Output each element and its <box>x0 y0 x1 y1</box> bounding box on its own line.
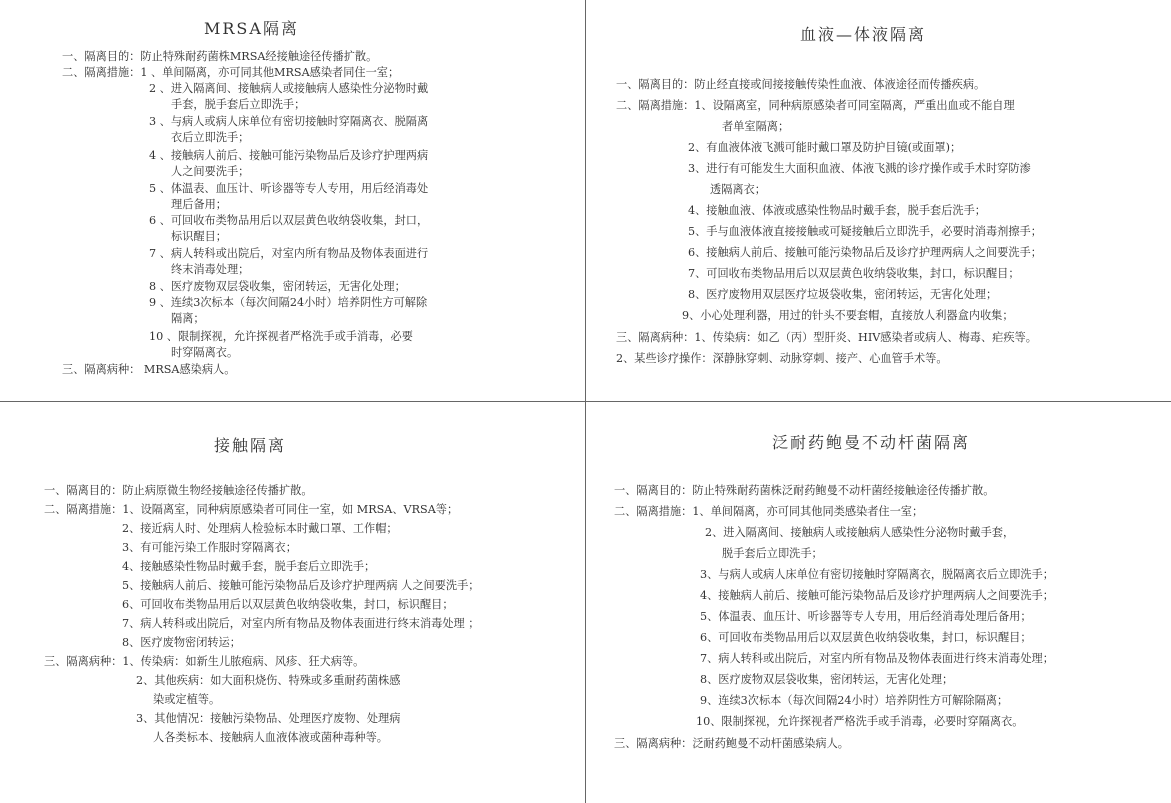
mrsa-line: 9 、连续3次标本（每次间隔24小时）培养阴性方可解除 <box>149 296 428 309</box>
mrsa-line: 时穿隔离衣。 <box>171 346 239 359</box>
baumannii-line: 4、接触病人前后、接触可能污染物品后及诊疗护理两病人之间要洗手； <box>700 589 1054 602</box>
baumannii-line: 6、可回收布类物品用后以双层黄色收纳袋收集，封口，标识醒目； <box>700 631 1032 644</box>
baumannii-line: 三、隔离病种：泛耐药鲍曼不动杆菌感染病人。 <box>614 737 849 750</box>
contact-line: 2、接近病人时、处理病人检验标本时戴口罩、工作帽； <box>122 522 398 535</box>
blood-title: 血液—体液隔离 <box>800 25 927 44</box>
mrsa-line: 人之间要洗手； <box>171 165 250 178</box>
blood-line: 6、接触病人前后、接触可能污染物品后及诊疗护理两病人之间要洗手； <box>688 246 1042 259</box>
blood-line: 5、手与血液体液直接接触或可疑接触后立即洗手，必要时消毒剂擦手； <box>688 225 1042 238</box>
mrsa-line: 3 、与病人或病人床单位有密切接触时穿隔离衣、脱隔离 <box>149 115 429 128</box>
mrsa-line: 衣后立即洗手； <box>171 131 250 144</box>
mrsa-line: 2 、进入隔离间、接触病人或接触病人感染性分泌物时戴 <box>149 82 429 95</box>
mrsa-line: 三、隔离病种： MRSA感染病人。 <box>62 363 236 376</box>
mrsa-line: 7 、病人转科或出院后，对室内所有物品及物体表面进行 <box>149 247 429 260</box>
baumannii-line: 8、医疗废物双层袋收集，密闭转运，无害化处理； <box>700 673 954 686</box>
baumannii-line: 一、隔离目的：防止特殊耐药菌株泛耐药鲍曼不动杆菌经接触途径传播扩散。 <box>614 484 995 497</box>
mrsa-line: 标识醒目； <box>171 230 227 243</box>
contact-line: 3、有可能污染工作服时穿隔离衣； <box>122 541 297 554</box>
contact-line: 人各类标本、接触病人血液体液或菌种毒种等。 <box>153 731 388 744</box>
baumannii-line: 3、与病人或病人床单位有密切接触时穿隔离衣，脱隔离衣后立即洗手； <box>700 568 1054 581</box>
mrsa-line: 10 、限制探视，允许探视者严格洗手或手消毒，必要 <box>149 330 413 343</box>
baumannii-line: 2、进入隔离间、接触病人或接触病人感染性分泌物时戴手套， <box>705 526 1015 539</box>
blood-line: 2、有血液体液飞溅可能时戴口罩及防护目镜(或面罩)； <box>688 141 962 154</box>
contact-line: 三、隔离病种：1、传染病：如新生儿脓疱病、风疹、狂犬病等。 <box>44 655 365 668</box>
blood-line: 3、进行有可能发生大面积血液、体液飞溅的诊疗操作或手术时穿防渗 <box>688 162 1031 175</box>
contact-line: 3、其他情况：接触污染物品、处理医疗废物、处理病 <box>136 712 401 725</box>
blood-line: 9、小心处理利器，用过的针头不要套帽，直接放人利器盒内收集； <box>682 309 1014 322</box>
mrsa-line: 理后备用； <box>171 198 227 211</box>
baumannii-line: 7、病人转科或出院后，对室内所有物品及物体表面进行终末消毒处理； <box>700 652 1054 665</box>
blood-line: 一、隔离目的：防止经直接或间接接触传染性血液、体液途径而传播疾病。 <box>616 78 986 91</box>
mrsa-title: MRSA隔离 <box>204 19 299 38</box>
blood-line: 8、医疗废物用双层医疗垃圾袋收集，密闭转运，无害化处理； <box>688 288 998 301</box>
contact-line: 4、接触感染性物品时戴手套，脱手套后立即洗手； <box>122 560 376 573</box>
contact-title: 接触隔离 <box>214 436 287 455</box>
blood-line: 三、隔离病种：1、传染病：如乙（丙）型肝炎、HIV感染者或病人、梅毒、疟疾等。 <box>616 331 1037 344</box>
mrsa-line: 6 、可回收布类物品用后以双层黄色收纳袋收集，封口， <box>149 214 429 227</box>
contact-line: 染或定植等。 <box>153 693 221 706</box>
mrsa-line: 一、隔离目的：防止特殊耐药菌株MRSA经接触途径传播扩散。 <box>62 50 378 63</box>
baumannii-line: 5、体温表、血压计、听诊器等专人专用，用后经消毒处理后备用； <box>700 610 1032 623</box>
contact-line: 7、病人转科或出院后，对室内所有物品及物体表面进行终末消毒处理 ； <box>122 617 480 630</box>
contact-line: 6、可回收布类物品用后以双层黄色收纳袋收集，封口，标识醒目； <box>122 598 454 611</box>
baumannii-line: 二、隔离措施：1、单间隔离，亦可同其他同类感染者住一室； <box>614 505 924 518</box>
mrsa-line: 隔离； <box>171 312 205 325</box>
blood-line: 二、隔离措施：1、设隔离室，同种病原感染者可同室隔离，严重出血或不能自理 <box>616 99 1015 112</box>
contact-line: 5、接触病人前后、接触可能污染物品后及诊疗护理两病 人之间要洗手； <box>122 579 480 592</box>
mrsa-line: 二、隔离措施：1 、单间隔离，亦可同其他MRSA感染者同住一室； <box>62 66 400 79</box>
baumannii-line: 脱手套后立即洗手； <box>722 547 823 560</box>
contact-line: 2、其他疾病：如大面积烧伤、特殊或多重耐药菌株感 <box>136 674 401 687</box>
baumannii-line: 10、限制探视，允许探视者严格洗手或手消毒，必要时穿隔离衣。 <box>696 715 1024 728</box>
mrsa-line: 4 、接触病人前后、接触可能污染物品后及诊疗护理两病 <box>149 149 429 162</box>
baumannii-line: 9、连续3次标本（每次间隔24小时）培养阴性方可解除隔离； <box>700 694 1009 707</box>
blood-line: 者单室隔离； <box>722 120 790 133</box>
baumannii-title: 泛耐药鲍曼不动杆菌隔离 <box>772 433 971 452</box>
blood-line: 2、某些诊疗操作：深静脉穿刺、动脉穿刺、接产、心血管手术等。 <box>616 352 948 365</box>
contact-line: 二、隔离措施：1、设隔离室，同种病原感染者可同住一室，如 MRSA、VRSA等； <box>44 503 459 516</box>
mrsa-line: 手套，脱手套后立即洗手； <box>171 98 306 111</box>
horizontal-divider <box>0 401 1171 402</box>
contact-line: 8、医疗废物密闭转运； <box>122 636 241 649</box>
contact-line: 一、隔离目的：防止病原微生物经接触途径传播扩散。 <box>44 484 313 497</box>
blood-line: 4、接触血液、体液或感染性物品时戴手套，脱手套后洗手； <box>688 204 986 217</box>
mrsa-line: 终末消毒处理； <box>171 263 250 276</box>
mrsa-line: 8 、医疗废物双层袋收集，密闭转运，无害化处理； <box>149 280 406 293</box>
blood-line: 透隔离衣； <box>710 183 766 196</box>
mrsa-line: 5 、体温表、血压计、听诊器等专人专用，用后经消毒处 <box>149 182 429 195</box>
blood-line: 7、可回收布类物品用后以双层黄色收纳袋收集，封口，标识醒目； <box>688 267 1020 280</box>
